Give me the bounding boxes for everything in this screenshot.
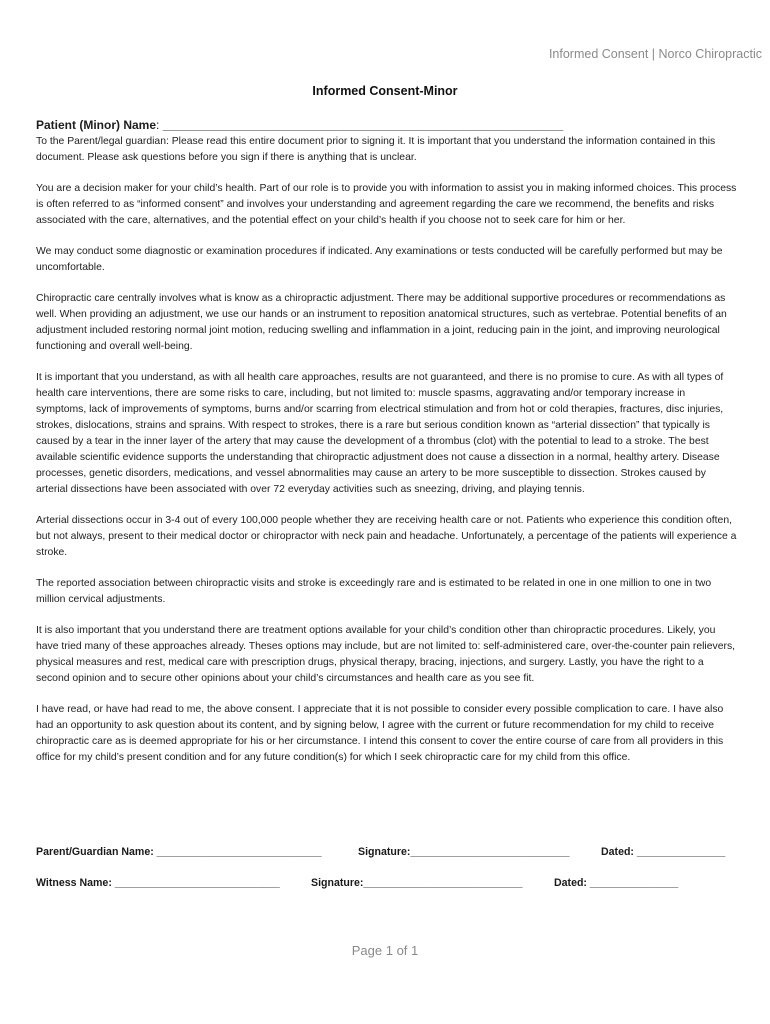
paragraph-consent-statement: I have read, or have had read to me, the above consent. I appreciate that it is not possible to consider every possible complication to care. I have also had an opportunity to ask question about its content, and by signing below, I agree with the current or future recommendation for my child to receive chiropractic care as is deemed appropriate for his or her circumstance. I intend this consent to cover the entire course of care from all providers in this office for my child’s present condition and for any future condition(s) for which I seek chiropractic care for my child from this office. (36, 704, 724, 763)
patient-name-label: Patient (Minor) Name (36, 118, 157, 132)
paragraph-intro: To the Parent/legal guardian: Please read this entire document prior to signing it. It is important that you understand the information contained in this document. Please ask questions before you sign if there is anything that is unclear. (36, 136, 716, 163)
parent-name-field[interactable]: Parent/Guardian Name: ____________________________ (36, 846, 322, 858)
patient-name-line (36, 117, 738, 134)
paragraph-adjustment: Chiropractic care centrally involves what is know as a chiropractic adjustment. There may be additional supportive procedures or recommendations as well. When providing an adjustment, we use our hands or an instrument to reposition anatomical structures, such as vertebrae. Potential benefits of an adjustment included restoring normal joint motion, reducing swelling and inflammation in a joint, reducing pain in the joint, and improving neurological functioning and overall well-being. (36, 293, 727, 352)
paragraph-arterial-dissection: Arterial dissections occur in 3-4 out of every 100,000 people whether they are receiving health care or not. Patients who experience this condition often, but not always, present to their medical doctor or chiropractor with neck pain and headache. Unfortunately, a percentage of the patients will experience a stroke. (36, 515, 737, 558)
paragraph-risks: It is important that you understand, as with all health care approaches, results are not guaranteed, and there is no promise to cure. As with all types of health care interventions, there are some risks to care, including, but not limited to: muscle spasms, aggravating and/or temporary increase in symptoms, lack of improvements of symptoms, burns and/or scarring from electrical stimulation and from hot or cold therapies, fractures, disc injuries, strokes, dislocations, strains and sprains. With respect to strokes, there is a rare but serious condition known as “arterial dissection” that typically is caused by a tear in the inner layer of the artery that may cause the development of a thrombus (clot) with the potential to lead to a stroke. The best available scientific evidence supports the understanding that chiropractic adjustment does not cause a dissection in a normal, healthy artery. Disease processes, genetic disorders, medications, and vessel abnormalities may cause an artery to be more susceptible to dissection. Strokes caused by arterial dissections have been associated with over 72 everyday activities such as sneezing, driving, and playing tennis. (36, 372, 724, 495)
document-title: Informed Consent-Minor (312, 84, 458, 98)
patient-name-field[interactable]: ____________________________________________________________ (159, 118, 564, 132)
witness-name-field[interactable]: Witness Name: ____________________________ (36, 877, 280, 889)
document-body (36, 117, 738, 781)
paragraph-decision-maker: You are a decision maker for your child’s health. Part of our role is to provide you with information to assist you in making informed choices. This process is often referred to as “informed consent” and involves your understanding and agreement regarding the care we recommend, the benefits and risks associated with the care, alternatives, and the potential effect on your child’s health if you choose not to seek care for him or her. (36, 183, 737, 226)
patient-name-colon: : (156, 118, 160, 132)
page-number: Page 1 of 1 (351, 943, 419, 958)
paragraph-examination: We may conduct some diagnostic or examination procedures if indicated. Any examinations or tests conducted will be carefully performed but may be uncomfortable. (36, 246, 723, 273)
witness-dated-field[interactable]: Dated: _______________ (554, 877, 679, 889)
parent-signature-field[interactable]: Signature:___________________________ (358, 846, 570, 858)
witness-signature-field[interactable]: Signature:___________________________ (311, 877, 523, 889)
paragraph-treatment-options: It is also important that you understand there are treatment options available for your child’s condition other than chiropractic procedures. Likely, you have tried many of these approaches already. Theses options may include, but are not limited to: self-administered care, over-the-counter pain relievers, physical measures and rest, medical care with prescription drugs, physical therapy, bracing, injections, and surgery. Lastly, you have the right to a second opinion and to secure other opinions about your child’s circumstances and health care as you see fit. (36, 625, 736, 684)
running-header: Informed Consent | Norco Chiropractic (548, 47, 762, 61)
parent-dated-field[interactable]: Dated: _______________ (601, 846, 726, 858)
paragraph-stroke-association: The reported association between chiropractic visits and stroke is exceedingly rare and is estimated to be related in one in one million to one in two million cervical adjustments. (36, 578, 712, 605)
